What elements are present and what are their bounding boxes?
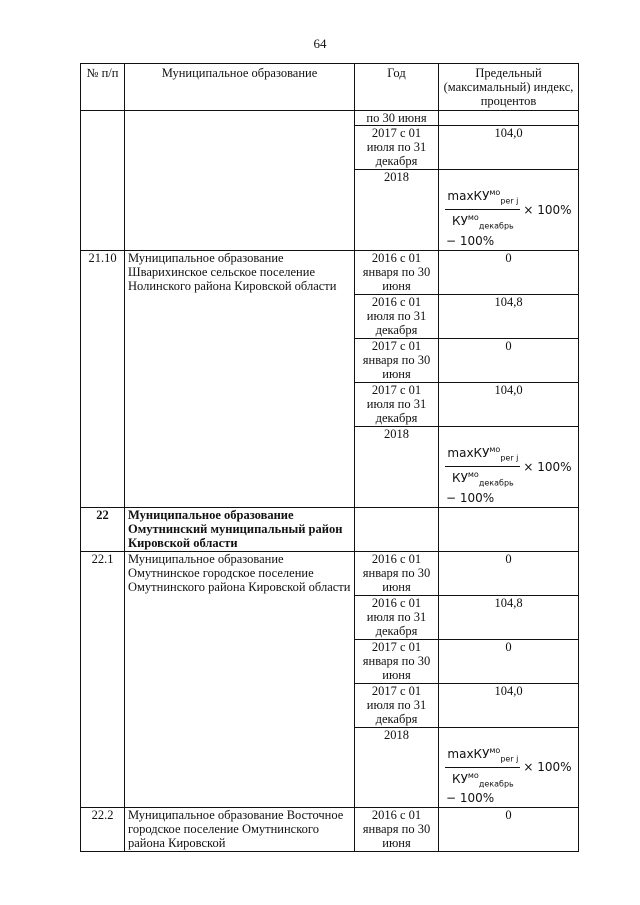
period-cell: 2017 с 01 января по 30 июня [355, 338, 439, 382]
numerator-sub: per j [500, 753, 519, 763]
period-cell: 2017 с 01 января по 30 июня [355, 639, 439, 683]
denominator-sub: декабрь [478, 779, 514, 789]
index-formula [442, 170, 575, 250]
period-cell [355, 507, 439, 551]
numerator-text: maxКУ [447, 189, 490, 203]
period-cell: 2018 [355, 727, 439, 808]
period-cell: 2018 [355, 426, 439, 507]
entity-name [125, 111, 355, 251]
index-cell [439, 727, 579, 808]
formula-denominator [450, 768, 516, 791]
formula-expression [445, 443, 571, 491]
entity-name: Муниципальное образование Шварихинское сельское поселение Нолинского района Кировской области [125, 250, 355, 507]
table-row [81, 808, 579, 852]
row-number [81, 111, 125, 251]
formula-fraction [445, 186, 520, 234]
formula-times: × 100% [523, 459, 572, 474]
row-number: 22.1 [81, 551, 125, 808]
denominator-text: КУ [452, 214, 468, 229]
table-header-row [81, 64, 579, 111]
formula-minus: − 100% [446, 791, 495, 806]
denominator-sub: декабрь [478, 221, 514, 231]
index-cell [439, 111, 579, 126]
entity-name: Муниципальное образование Омутнинское городское поселение Омутнинского района Кировской области [125, 551, 355, 808]
denominator-sup: мо [467, 770, 479, 780]
header-index: Предельный (максимальный) индекс, процентов [439, 64, 579, 111]
page-number: 64 [313, 36, 327, 51]
table-body [81, 111, 579, 852]
header-num: № п/п [81, 64, 125, 111]
period-cell: 2016 с 01 июля по 31 декабря [355, 294, 439, 338]
header-entity: Муниципальное образование [125, 64, 355, 111]
index-cell [439, 170, 579, 251]
numerator-sub: per j [500, 196, 519, 206]
formula-times: × 100% [523, 202, 572, 217]
period-cell: 2016 с 01 января по 30 июня [355, 808, 439, 852]
numerator-text: maxКУ [447, 746, 490, 761]
formula-fraction [445, 744, 520, 792]
numerator-text: maxКУ [447, 445, 490, 460]
formula-minus: − 100% [446, 233, 495, 248]
period-cell: 2016 с 01 июля по 31 декабря [355, 595, 439, 639]
denominator-sup: мо [467, 470, 479, 480]
denominator-text: КУ [452, 471, 468, 486]
index-cell: 104,0 [439, 683, 579, 727]
numerator-sup: мо [489, 444, 501, 454]
formula-numerator [445, 186, 520, 210]
formula-denominator [450, 467, 516, 490]
index-cell: 104,0 [439, 382, 579, 426]
denominator-text: КУ [452, 771, 468, 786]
row-number: 22 [81, 507, 125, 551]
numerator-sub: per j [500, 453, 519, 463]
index-cell [439, 426, 579, 507]
index-cell: 0 [439, 551, 579, 595]
index-formula [442, 728, 575, 808]
row-number: 22.2 [81, 808, 125, 852]
index-cell: 0 [439, 250, 579, 294]
formula-expression [445, 186, 571, 234]
period-cell: 2018 [355, 170, 439, 251]
period-cell: 2017 с 01 июля по 31 декабря [355, 683, 439, 727]
numerator-sup: мо [489, 188, 501, 197]
header-year: Год [355, 64, 439, 111]
formula-numerator [445, 443, 520, 467]
index-cell: 104,8 [439, 294, 579, 338]
index-cell: 104,8 [439, 595, 579, 639]
table-row [81, 507, 579, 551]
table-row [81, 551, 579, 595]
index-cell: 104,0 [439, 126, 579, 170]
formula-numerator [445, 744, 520, 768]
formula-minus: − 100% [446, 490, 495, 505]
index-cell: 0 [439, 639, 579, 683]
formula-denominator [450, 210, 516, 233]
index-cell [439, 507, 579, 551]
denominator-sub: декабрь [478, 478, 514, 488]
table-row [81, 250, 579, 294]
denominator-sup: мо [467, 213, 479, 223]
period-cell: 2017 с 01 июля по 31 декабря [355, 126, 439, 170]
period-cell: 2017 с 01 июля по 31 декабря [355, 382, 439, 426]
period-cell: 2016 с 01 января по 30 июня [355, 551, 439, 595]
tariff-index-table [80, 63, 579, 852]
index-cell: 0 [439, 338, 579, 382]
formula-expression [445, 744, 571, 792]
row-number: 21.10 [81, 250, 125, 507]
index-formula [442, 427, 575, 507]
formula-times: × 100% [523, 760, 572, 775]
entity-name: Муниципальное образование Омутнинский муниципальный район Кировской области [125, 507, 355, 551]
period-cell: по 30 июня [355, 111, 439, 126]
entity-name: Муниципальное образование Восточное городское поселение Омутнинского района Кировской [125, 808, 355, 852]
period-cell: 2016 с 01 января по 30 июня [355, 250, 439, 294]
table-row [81, 111, 579, 126]
index-cell: 0 [439, 808, 579, 852]
formula-fraction [445, 443, 520, 491]
numerator-sup: мо [489, 745, 501, 755]
